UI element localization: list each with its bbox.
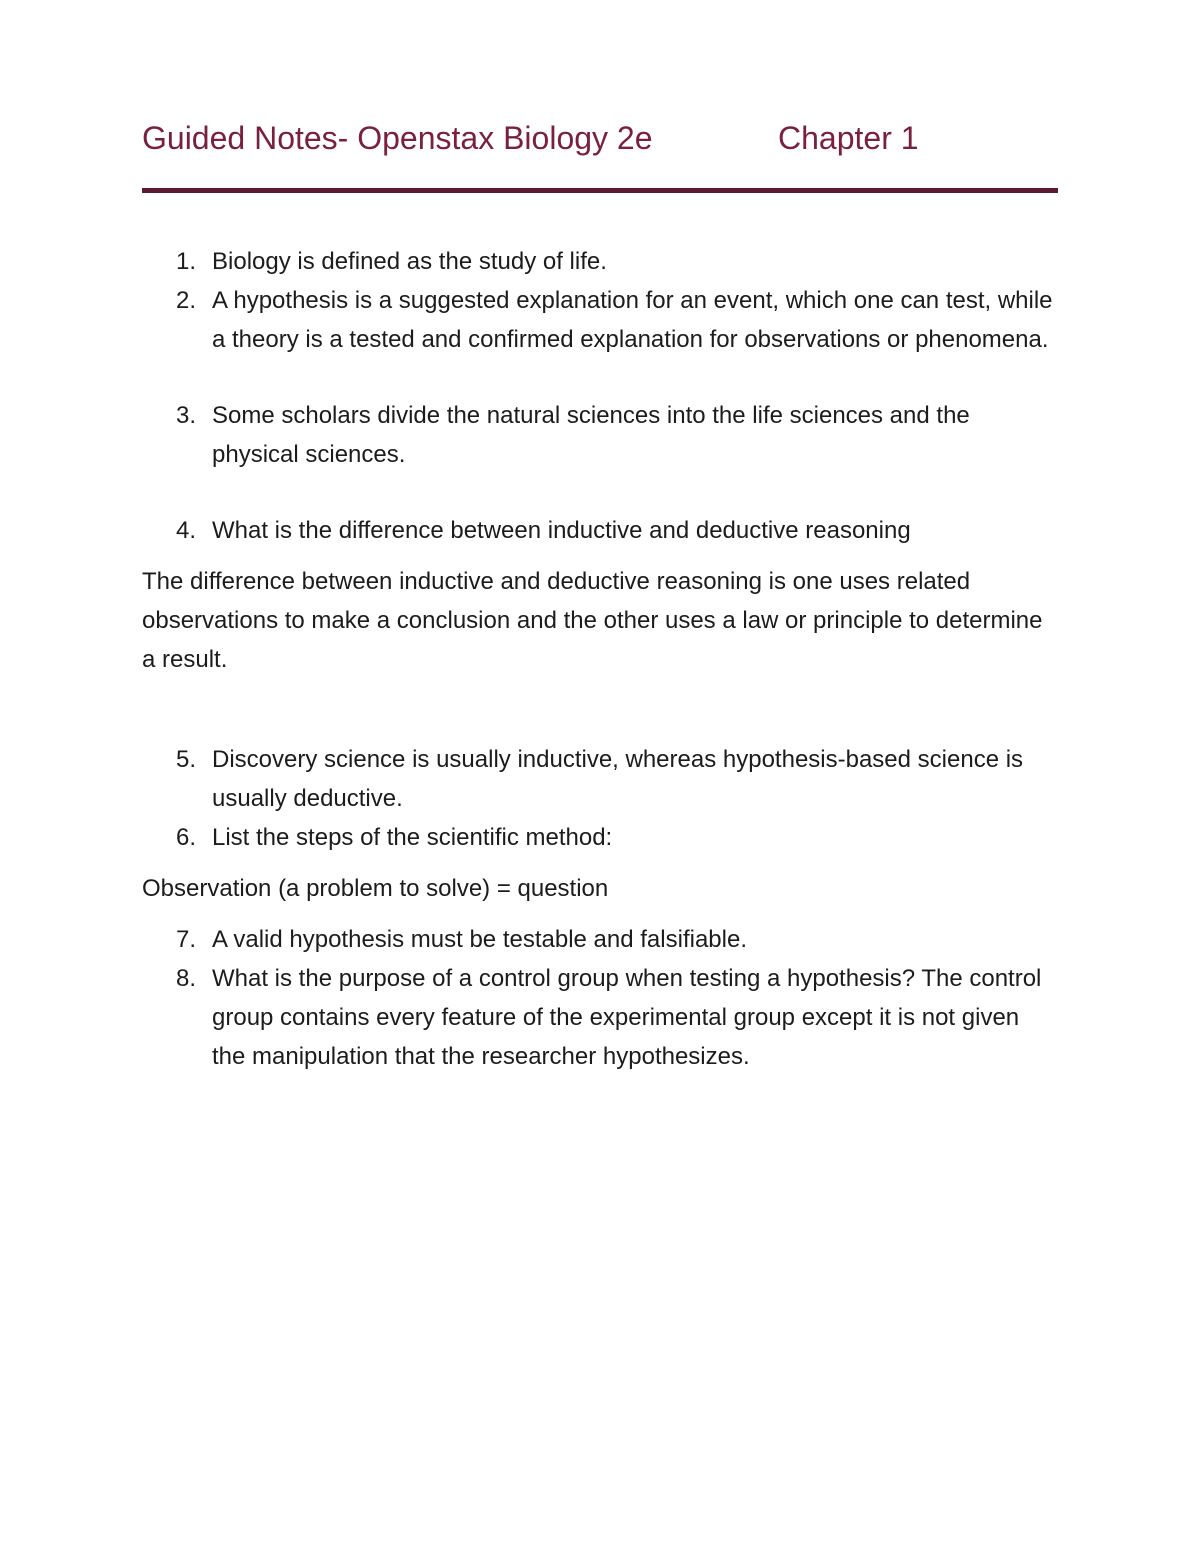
list-number: 1. [176,248,197,275]
list-text: A valid hypothesis must be testable and falsifiable. [212,926,747,953]
list-number: 3. [176,402,197,429]
list-item [142,740,1058,818]
list-text: What is the purpose of a control group when testing a hypothesis? The control group contains every feature of the experimental group except it is not given the manipulation that the researcher hypothesizes. [212,965,1042,1070]
header-divider [142,188,1058,193]
list-text: List the steps of the scientific method: [212,824,613,851]
chapter-label: Chapter 1 [778,120,919,156]
list-text: Discovery science is usually inductive, whereas hypothesis-based science is usually deductive. [212,746,1024,812]
list-item [142,920,1058,959]
list-item [142,281,1058,359]
list-text: Biology is defined as the study of life. [212,248,607,275]
list-item [142,396,1058,474]
spacer [142,359,1058,396]
spacer [142,857,1058,869]
list-number: 6. [176,824,197,851]
list-item [142,959,1058,1076]
list-number: 4. [176,517,197,544]
list-number: 7. [176,926,197,953]
notes-body [142,242,1058,1076]
list-item [142,818,1058,857]
list-text: What is the difference between inductive and deductive reasoning [212,517,911,544]
method-answer: Observation (a problem to solve) = question [142,875,609,902]
list-number: 2. [176,287,197,314]
list-item [142,242,1058,281]
list-number: 5. [176,746,197,773]
spacer [142,679,1058,740]
list-text: Some scholars divide the natural sciences into the life sciences and the physical sciences. [212,402,970,468]
spacer [142,550,1058,562]
list-number: 8. [176,965,197,992]
list-text: A hypothesis is a suggested explanation for an event, which one can test, while a theory is a tested and confirmed explanation for observations or phenomena. [212,287,1053,353]
spacer [142,474,1058,511]
list-item [142,511,1058,550]
page-header [142,120,1058,170]
reasoning-answer: The difference between inductive and deductive reasoning is one uses related observations to make a conclusion and the other uses a law or principle to determine a result. [142,568,1043,673]
page-title: Guided Notes- Openstax Biology 2e [142,120,653,156]
spacer [142,908,1058,920]
